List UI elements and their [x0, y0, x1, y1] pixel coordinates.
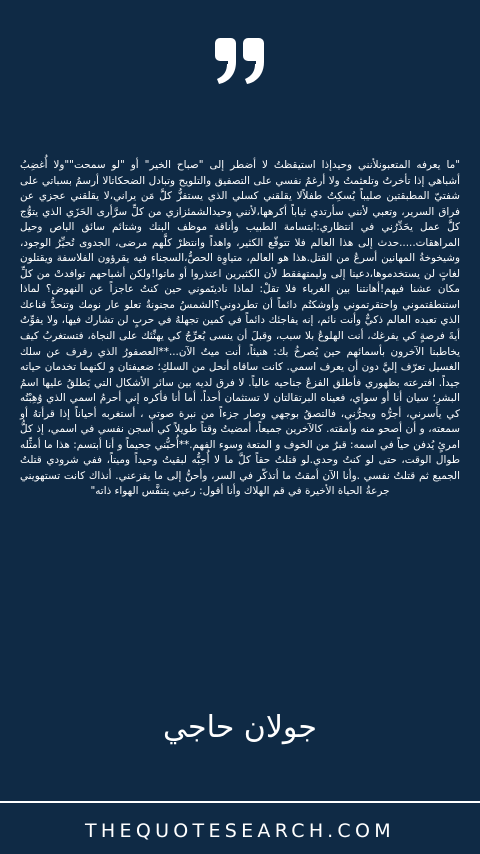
closing-double-quote-icon [215, 38, 265, 84]
quote-text: "ما يعرفه المتعبونلأنني وحيدإذا استيقظتُ لا أضطر إلى "صباح الخير" أو "لو سمحت""ولا أُغضِبُ أشباهي إذا تأخرتُ وتلعثمتُ ولا أرغمُ نفسي على التصفيق والتلويح وتبادل الضحكاتالا أرسمُ بسباتي على شفتيّ المطبقتين صليباً يُسكِتُ طفلاًلا يقلقني كسلي الذي يستفزُّ كلَّ مَن يراني،لا يقلقني عجزي عن فراق السرير، وتعبي لأنني سأرتدي ثياباً أكرهها،لأنني وحيدالشمئزازي من كلِّ سرَّأرى الحَزَي الذي يتوُّج كلَّ عمل يحَدِّرُني في انتظاري:ابتسامة الطبيب وأناقة موظف البنك وشتائم سائق الباص وحيل المراهقات.....حدث إلى هذا العالم فلا تتوقّع الكثير، واهداً وانتظرْ كلَّهم مرضى، الجدوى تُحيِّرُ الوجود، وشيخوخةُ المهانين أسرعُ من القتل.هذا هو العالم، متياوِة الحصُّ،السجناء فيه يقرؤون الفلاسفة ويقتلون لغاتٍ لن يستخدموها،دعينا إلى وليمتهفقط لأن الكثيرين اعتذروا أو ماتوا!ولكن أشباحهم توافدتْ من كلِّ مكان عشنا فيهم!أهانتنا بين الغرباء فلا تقلْ: لماذا ناديتَموني حين كنتُ عاجزاً عن النهوض؟ لماذا استنطقتموني واحتقرتموني وأوشكتُم دائماً أن تطردوني؟الشمسُ مجنونةٌ تعلو عار نومك وتنحدُّ قناعك الذي تعبده العالم ذكيٌّ وأنت نائم، إنه يفاجئك دائماً في كمين تجهلهُ في حربٍ لن تشارك فيها، ولا يفوِّتُ أيةَ فرصةٍ كي يفرغك، أنت الهلوعُ بلا سبب، وقبلَ أن ينسى يُعرِّجُ كي يهنِّئك على النجاة، فتستغربُ كيف يخاطبنا الآخرون بأسمائهم حين يُصرخُ بك: هنيئاً، أنت ميتٌ الآن...**العصفورُ الذي رفرف عن سلك الغسيل تعرّف إليَّ دون أن يعرف اسمي. كانت ساقاه أنحل من السلكِ؛ ضعيفتان و لكنهما تخدمان حياته جيداً. افترعته بظهوري فأطلق الفزعُ جناحيه عالياً. لا فرق لديه بين سائر الأشكال التي يَطلقُ عليها اسمُ البشرِ؛ سيان أنا أو سواي، فعيناه البرتقالتان لا تستثمان أحداً. أما أنا فأكره إني أحرمُ اسمي الذي وُهِبْتُه كي يأسرني، أجرُّه ويجرُّني، فالتصقُ بوجهي وصار جزءاً من نبرة صوتي ، أستغربه أحياناً إذا قرأتهُ أو سمعته، و أن أصحو منه وأمقته. كالآخرين جميعاً، أمضيتُ وقتاً طويلاً كي أسجن نفسي في اسمي، إذ كلُّ امرئٍ يُدفن حياً في اسمه: قبرٌ من الخوف و المتعة وسوء الفهم.**أُحبُّني جحيماً و أنا أبتسم: هذا ما أمثِّله طوال الوقت، حتى لو كنتُ وحدي.لو قتلتُ حقاً كلَّ ما لا أُحِبُّه لبقيتُ وحيداً وميتاً، ففي شرودي قتلتُ الجميع ثم قتلتُ نفسي .وأنا الآن أمقتُ ما أتذكّر في السر، وأحنُّ إلى ما يفزعني. أنذاك كانت تستهويني جرعةُ الحياة الأخيرة في قم الهلاك وأنا أقول: رعبي يتنفَّس الهواء ذاته" [20, 159, 460, 498]
site-url: THEQUOTESEARCH.COM [85, 820, 395, 842]
quote-mark [0, 38, 480, 88]
author-name: جولان حاجي [163, 710, 317, 745]
footer-divider [0, 801, 480, 803]
